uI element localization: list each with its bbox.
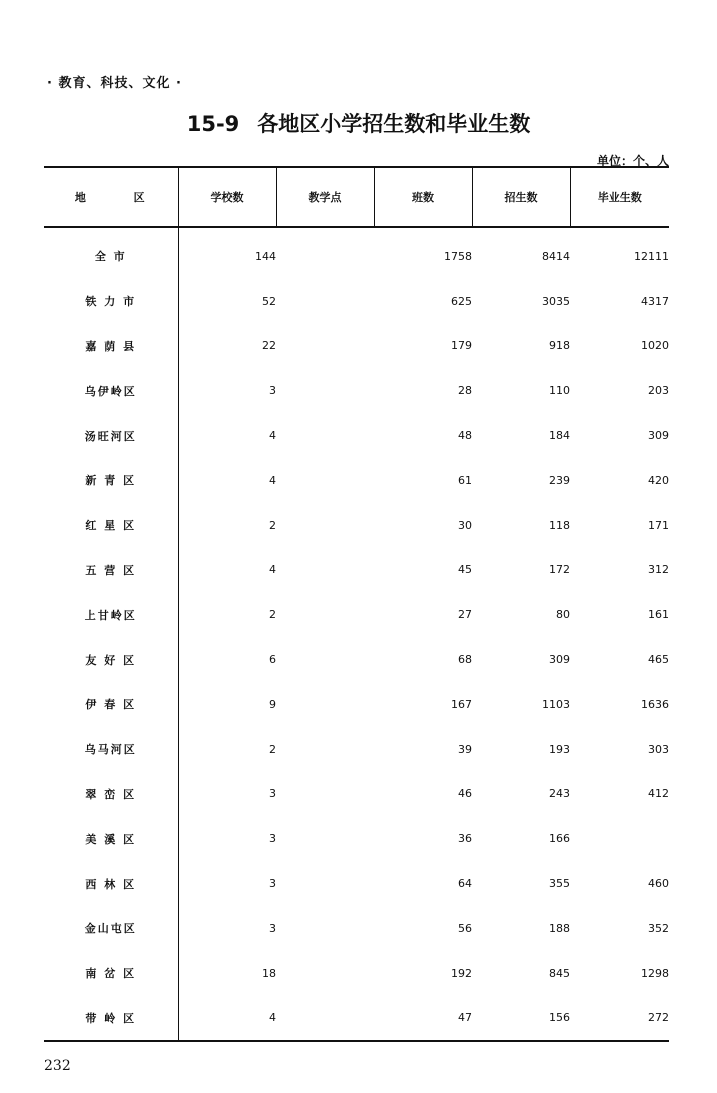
schools-cell: 52	[262, 294, 276, 308]
enrollment-cell: 118	[549, 518, 570, 532]
schools-cell: 3	[269, 384, 276, 398]
teaching-points-cell	[276, 227, 374, 279]
unit-label: 单位：个、人	[596, 154, 669, 168]
teaching-points-cell	[276, 772, 374, 817]
enrollment-cell: 1103	[542, 697, 570, 711]
enrollment-cell: 184	[549, 429, 570, 443]
enrollment-cell: 239	[549, 473, 570, 487]
teaching-points-cell	[276, 324, 374, 369]
teaching-points-cell	[276, 503, 374, 548]
graduates-cell: 303	[648, 742, 669, 756]
classes-cell: 47	[374, 996, 472, 1042]
table-row	[44, 727, 669, 772]
region-cell: 乌马河区	[44, 727, 178, 772]
table-row	[44, 772, 669, 817]
teaching-points-cell	[276, 906, 374, 951]
region-cell: 带 岭 区	[44, 996, 178, 1042]
schools-cell: 3	[269, 832, 276, 846]
teaching-points-cell	[276, 861, 374, 906]
running-head: · 教育、科技、文化 ·	[47, 76, 182, 91]
region-cell: 上甘岭区	[44, 592, 178, 637]
region-cell: 翠 峦 区	[44, 772, 178, 817]
region-cell: 美 溪 区	[44, 816, 178, 861]
classes-cell: 36	[458, 832, 472, 846]
schools-cell: 2	[269, 608, 276, 622]
teaching-points-cell	[276, 279, 374, 324]
table-row	[44, 458, 669, 503]
table-row	[44, 227, 669, 279]
table-number: 15-9	[186, 112, 240, 136]
schools-cell: 2	[269, 518, 276, 532]
classes-cell: 46	[458, 787, 472, 801]
table-row	[44, 996, 669, 1042]
region-cell: 乌伊岭区	[44, 368, 178, 413]
table-row	[44, 324, 669, 369]
enrollment-cell: 918	[549, 339, 570, 353]
classes-cell: 625	[451, 294, 472, 308]
teaching-points-cell	[276, 548, 374, 593]
enrollment-cell: 156	[472, 996, 570, 1042]
classes-cell: 48	[458, 429, 472, 443]
schools-cell: 9	[269, 697, 276, 711]
header-classes: 班数	[374, 167, 472, 227]
region-cell: 南 岔 区	[44, 951, 178, 996]
schools-cell: 2	[269, 742, 276, 756]
table-row	[44, 503, 669, 548]
classes-cell: 39	[458, 742, 472, 756]
table-row	[44, 637, 669, 682]
region-cell: 金山屯区	[44, 906, 178, 951]
enrollment-cell: 193	[549, 742, 570, 756]
enrollment-cell: 309	[549, 653, 570, 667]
region-cell: 铁 力 市	[44, 279, 178, 324]
enrollment-cell: 110	[549, 384, 570, 398]
teaching-points-cell	[276, 682, 374, 727]
schools-cell: 3	[269, 877, 276, 891]
graduates-cell: 272	[570, 996, 669, 1042]
schools-cell: 18	[262, 966, 276, 980]
region-cell: 红 星 区	[44, 503, 178, 548]
graduates-cell: 352	[648, 921, 669, 935]
schools-cell: 4	[178, 996, 276, 1042]
table-row	[44, 592, 669, 637]
classes-cell: 27	[458, 608, 472, 622]
region-cell: 五 营 区	[44, 548, 178, 593]
table-row	[44, 413, 669, 458]
enrollment-cell: 188	[549, 921, 570, 935]
classes-cell: 30	[458, 518, 472, 532]
table-row	[44, 368, 669, 413]
graduates-cell: 312	[648, 563, 669, 577]
table-row	[44, 548, 669, 593]
enrollment-cell: 8414	[542, 249, 570, 263]
region-cell: 新 青 区	[44, 458, 178, 503]
classes-cell: 1758	[444, 249, 472, 263]
classes-cell: 179	[451, 339, 472, 353]
table-row	[44, 816, 669, 861]
schools-cell: 4	[269, 473, 276, 487]
schools-cell: 3	[269, 787, 276, 801]
table-row	[44, 682, 669, 727]
classes-cell: 192	[451, 966, 472, 980]
schools-cell: 144	[255, 249, 276, 263]
teaching-points-cell	[276, 727, 374, 772]
graduates-cell: 203	[648, 384, 669, 398]
schools-cell: 6	[269, 653, 276, 667]
table-row	[44, 279, 669, 324]
graduates-cell: 1298	[641, 966, 669, 980]
table-row	[44, 951, 669, 996]
teaching-points-cell	[276, 951, 374, 996]
graduates-cell: 4317	[641, 294, 669, 308]
graduates-cell: 460	[648, 877, 669, 891]
schools-cell: 4	[269, 429, 276, 443]
schools-cell: 3	[269, 921, 276, 935]
graduates-cell: 420	[648, 473, 669, 487]
teaching-points-cell	[276, 368, 374, 413]
graduates-cell: 12111	[634, 249, 669, 263]
classes-cell: 61	[458, 473, 472, 487]
header-teaching-points: 教学点	[276, 167, 374, 227]
classes-cell: 28	[458, 384, 472, 398]
graduates-cell: 412	[648, 787, 669, 801]
table-body	[44, 227, 669, 1041]
region-cell: 全 市	[44, 227, 178, 279]
graduates-cell: 309	[648, 429, 669, 443]
header-schools: 学校数	[178, 167, 276, 227]
teaching-points-cell	[276, 458, 374, 503]
classes-cell: 45	[458, 563, 472, 577]
teaching-points-cell	[276, 637, 374, 682]
classes-cell: 64	[458, 877, 472, 891]
region-cell: 伊 春 区	[44, 682, 178, 727]
schools-cell: 22	[262, 339, 276, 353]
classes-cell: 56	[458, 921, 472, 935]
header-graduates: 毕业生数	[570, 167, 669, 227]
region-cell: 汤旺河区	[44, 413, 178, 458]
enrollment-cell: 243	[549, 787, 570, 801]
teaching-points-cell	[276, 592, 374, 637]
table-row	[44, 906, 669, 951]
table-header	[44, 167, 669, 227]
page-title	[0, 108, 717, 138]
teaching-points-cell	[276, 996, 374, 1042]
graduates-cell	[570, 816, 669, 861]
enrollment-cell: 355	[549, 877, 570, 891]
region-cell: 西 林 区	[44, 861, 178, 906]
classes-cell: 68	[458, 653, 472, 667]
table-title: 各地区小学招生数和毕业生数	[257, 112, 531, 136]
schools-cell: 4	[269, 563, 276, 577]
graduates-cell: 161	[648, 608, 669, 622]
enrollment-cell: 172	[549, 563, 570, 577]
region-cell: 嘉 荫 县	[44, 324, 178, 369]
page-number: 232	[44, 1058, 71, 1074]
statistics-table	[44, 166, 669, 1042]
classes-cell: 167	[451, 697, 472, 711]
enrollment-cell: 845	[549, 966, 570, 980]
header-region: 地 区	[44, 167, 178, 227]
teaching-points-cell	[276, 413, 374, 458]
graduates-cell: 171	[648, 518, 669, 532]
enrollment-cell: 80	[556, 608, 570, 622]
enrollment-cell: 3035	[542, 294, 570, 308]
table-row	[44, 861, 669, 906]
graduates-cell: 465	[648, 653, 669, 667]
graduates-cell: 1020	[641, 339, 669, 353]
header-enrollment: 招生数	[472, 167, 570, 227]
region-cell: 友 好 区	[44, 637, 178, 682]
graduates-cell: 1636	[641, 697, 669, 711]
teaching-points-cell	[276, 816, 374, 861]
enrollment-cell: 166	[549, 832, 570, 846]
